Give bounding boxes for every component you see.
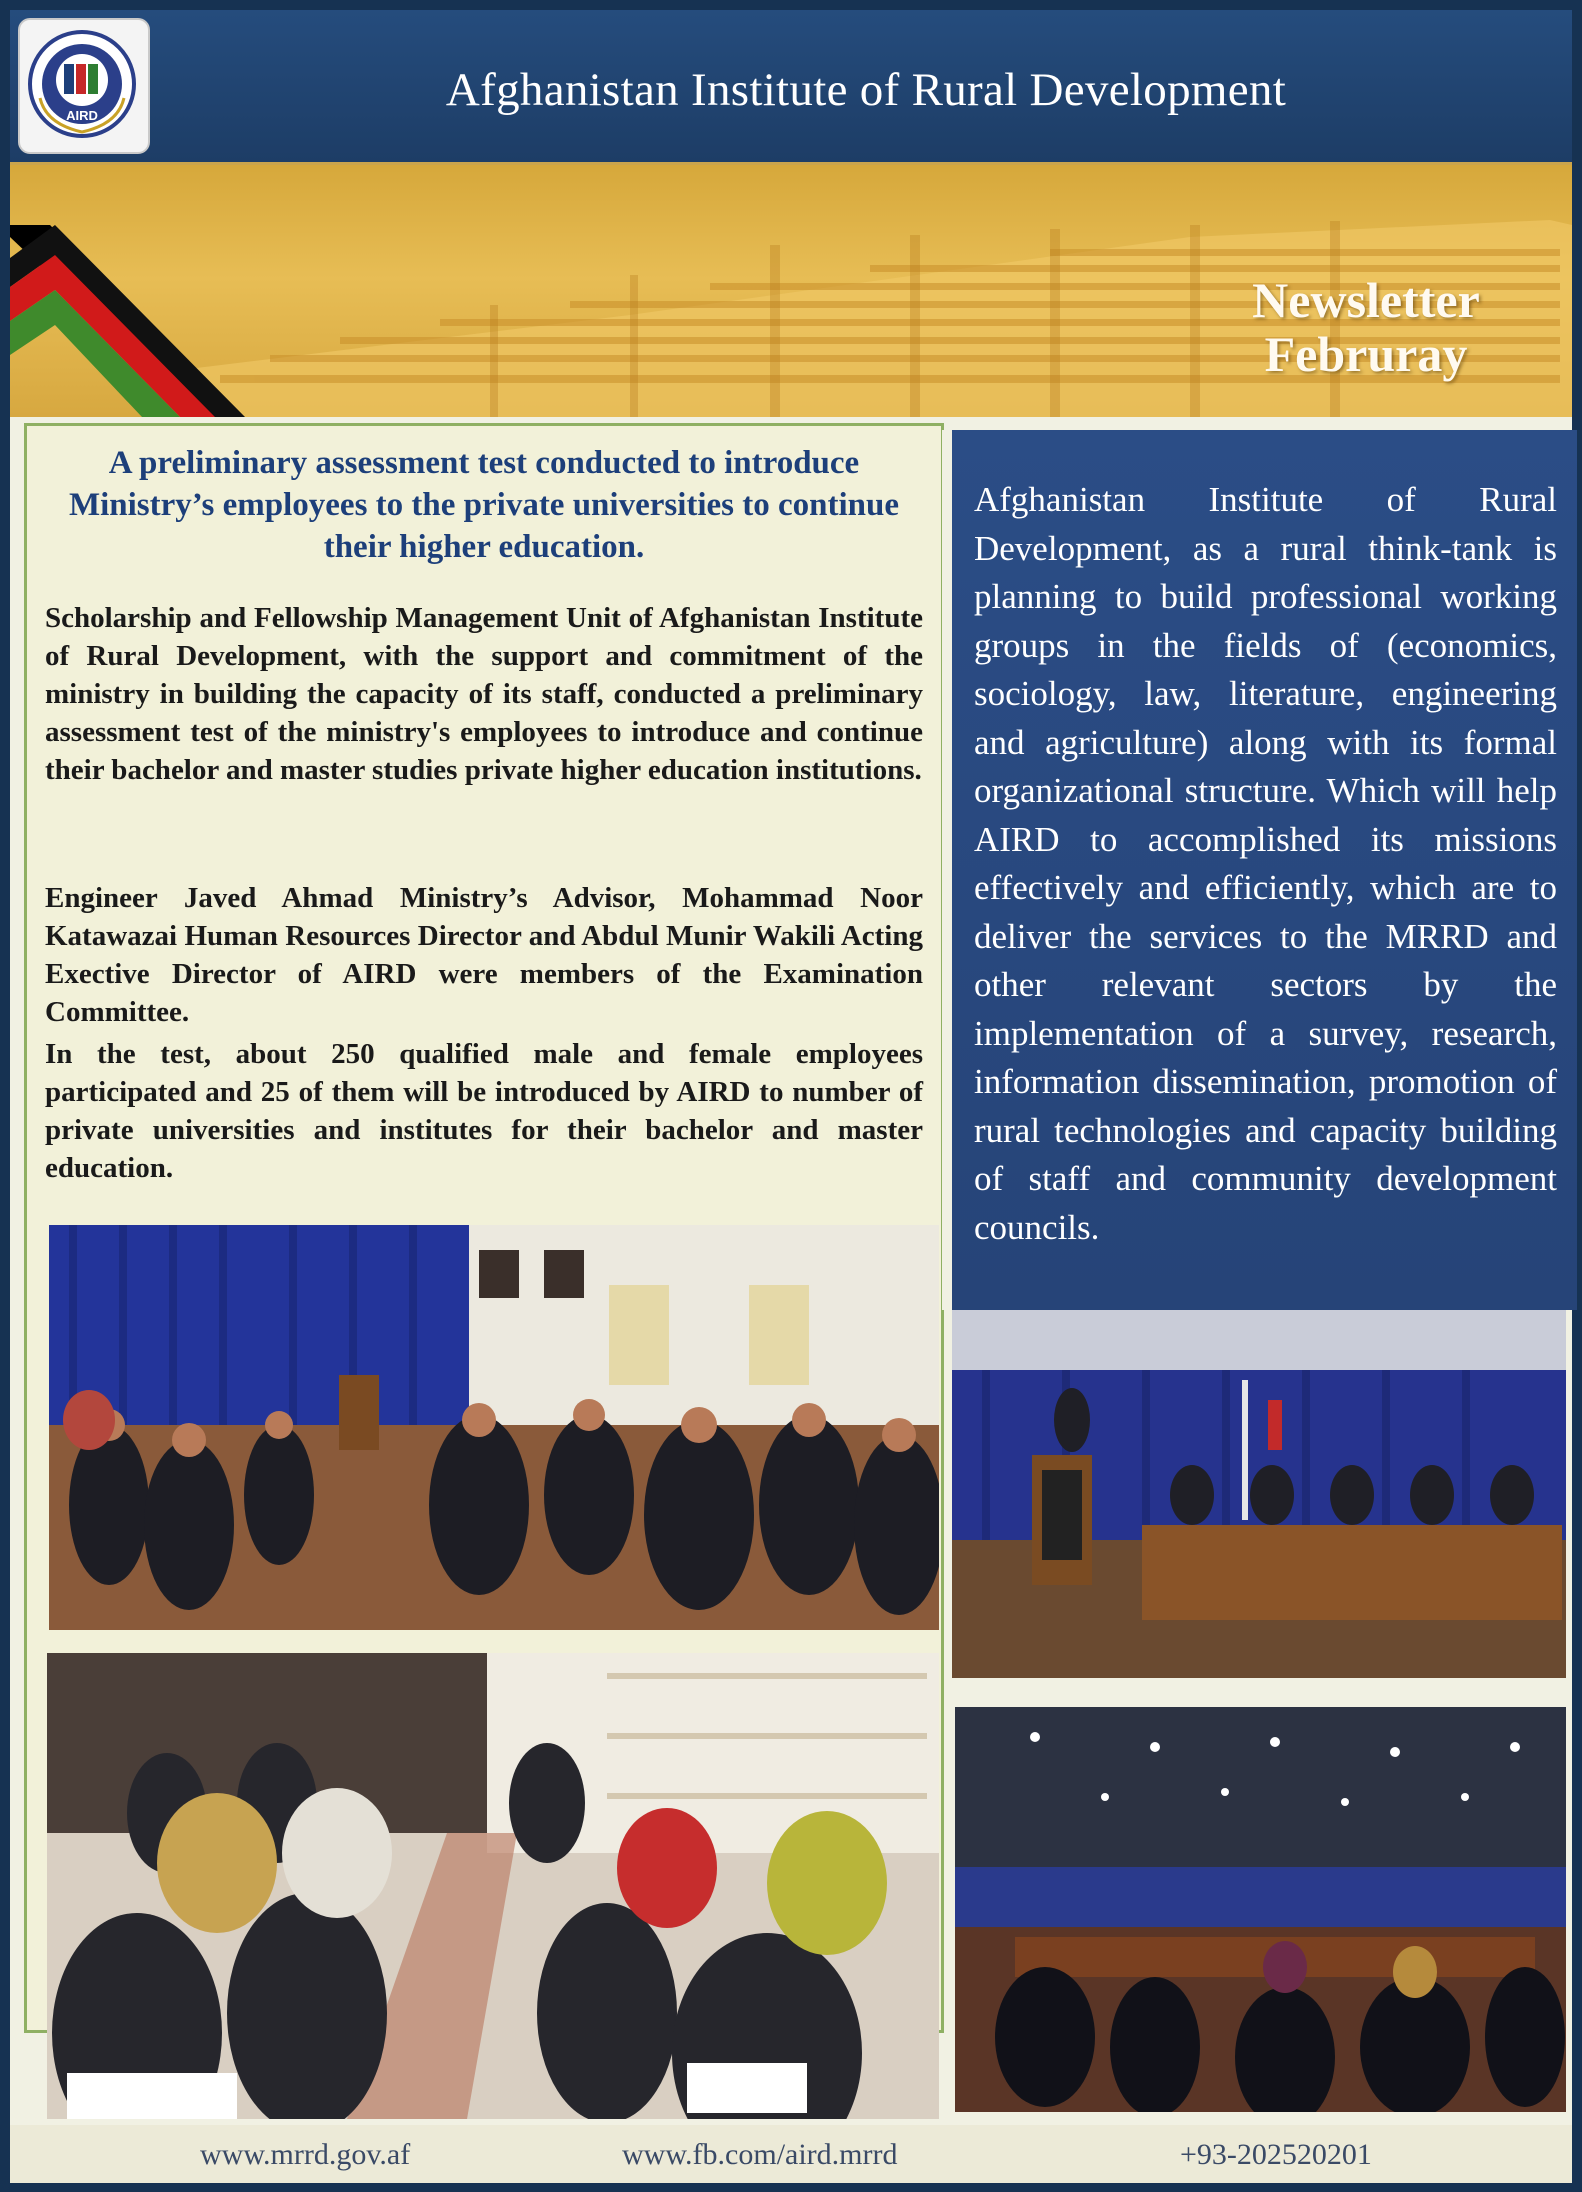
- about-panel: [942, 430, 1577, 1310]
- article-paragraph: Scholarship and Fellowship Management Unit of Afghanistan Institute of Rural Development, with the support and commitment of the ministry in building the capacity of its staff, conducted a preliminary assessment test of the ministry's employees to introduce and continue their bachelor and master studies private higher education institutions.: [45, 602, 923, 786]
- svg-text:AIRD: AIRD: [66, 108, 98, 123]
- footer: [10, 2125, 1572, 2183]
- newsletter-title: [1216, 273, 1516, 381]
- article-panel: [24, 423, 944, 2033]
- newsletter-label: Newsletter: [1252, 272, 1480, 328]
- aird-seal-icon: [26, 28, 138, 140]
- article-headline: A preliminary assessment test conducted to introduce Ministry’s employees to the private universities to continue their higher education.: [68, 445, 900, 565]
- organization-title: Afghanistan Institute of Rural Development: [445, 64, 1287, 116]
- article-paragraph: Engineer Javed Ahmad Ministry’s Advisor, Mohammad Noor Katawazai Human Resources Director and Abdul Munir Wakili Acting Exective Director of AIRD were members of the Examination Committee.: [45, 882, 923, 1028]
- facebook-link[interactable]: www.fb.com/aird.mrrd: [622, 2138, 898, 2171]
- newsletter-month: Februray: [1264, 326, 1468, 382]
- podium-photo: [952, 1310, 1566, 1678]
- about-text: Afghanistan Institute of Rural Development, as a rural think-tank is planning to build professional working groups in the fields of (economics, sociology, law, literature, engineering and agriculture) along with its formal organizational structure. Which will help AIRD to accomplished its missions effectively and efficiently, which are to deliver the services to the MRRD and other relevant sectors by the implementation of a survey, research, information dissemination, promotion of rural technologies and capacity building of staff and community development councils.: [974, 480, 1557, 1247]
- aird-logo: [18, 18, 150, 154]
- banner: [10, 165, 1572, 417]
- website-link[interactable]: www.mrrd.gov.af: [200, 2138, 411, 2171]
- article-paragraph: In the test, about 250 qualified male and female employees participated and 25 of them will be introduced by AIRD to number of private universities and institutes for their bachelor and master education.: [45, 1038, 923, 1184]
- main-content: [10, 417, 1572, 2125]
- header-bar: [10, 10, 1572, 165]
- hall-photo: [955, 1707, 1566, 2112]
- exam-photo: [47, 1653, 939, 2119]
- phone-number: +93-202520201: [1180, 2138, 1372, 2171]
- ceremony-photo: [49, 1225, 939, 1630]
